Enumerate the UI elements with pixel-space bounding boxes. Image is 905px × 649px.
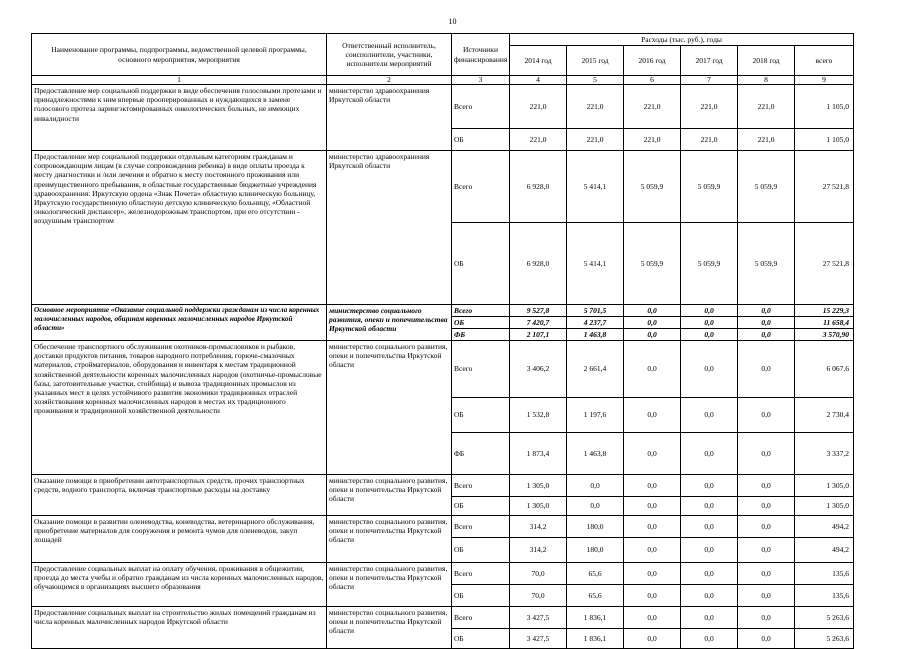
funding-source: ФБ	[452, 329, 510, 341]
page-number: 10	[448, 17, 457, 26]
year-value: 1 463,8	[567, 433, 624, 475]
year-value: 0,0	[624, 341, 681, 398]
funding-source: ОБ	[452, 223, 510, 305]
table-row	[32, 607, 854, 629]
column-header-responsible: Ответственный исполнитель, соисполнители, участники, исполнители мероприятий	[327, 34, 452, 76]
year-value: 65,6	[567, 585, 624, 607]
total-value: 1 305,0	[795, 497, 854, 516]
year-value: 221,0	[681, 129, 738, 151]
funding-source: ОБ	[452, 497, 510, 516]
year-value: 5 414,1	[567, 223, 624, 305]
year-value: 7 420,7	[510, 317, 567, 329]
year-value: 0,0	[738, 329, 795, 341]
total-value: 6 067,6	[795, 341, 854, 398]
responsible-executor: министерство здравоохранения Иркутской области	[327, 85, 452, 151]
year-value: 5 059,9	[624, 223, 681, 305]
column-number: 4	[510, 76, 567, 85]
column-number: 1	[32, 76, 327, 85]
year-value: 0,0	[681, 317, 738, 329]
table-row	[32, 151, 854, 223]
year-value: 6 928,0	[510, 151, 567, 223]
year-value: 0,0	[624, 563, 681, 585]
column-header-source: Источники финансирования	[452, 34, 510, 76]
year-value: 1 873,4	[510, 433, 567, 475]
column-header-total: всего	[795, 46, 854, 76]
year-value: 0,0	[567, 497, 624, 516]
table-row	[32, 305, 854, 317]
funding-source: Всего	[452, 85, 510, 129]
responsible-executor: министерство социального развития, опеки и попечительства Иркутской области	[327, 563, 452, 607]
year-value: 0,0	[738, 607, 795, 629]
year-value: 0,0	[738, 475, 795, 497]
column-header-year: 2014 год	[510, 46, 567, 76]
funding-source: Всего	[452, 516, 510, 538]
total-value: 27 521,8	[795, 223, 854, 305]
column-header-year: 2018 год	[738, 46, 795, 76]
column-header-year: 2016 год	[624, 46, 681, 76]
funding-source: ОБ	[452, 585, 510, 607]
column-header-name: Наименование программы, подпрограммы, ведомственной целевой программы, основного мероприятия, мероприятия	[32, 34, 327, 76]
column-number: 8	[738, 76, 795, 85]
total-value: 3 337,2	[795, 433, 854, 475]
year-value: 221,0	[567, 85, 624, 129]
total-value: 1 105,0	[795, 85, 854, 129]
year-value: 0,0	[681, 563, 738, 585]
year-value: 0,0	[624, 629, 681, 649]
year-value: 6 928,0	[510, 223, 567, 305]
year-value: 5 059,9	[738, 151, 795, 223]
year-value: 221,0	[510, 85, 567, 129]
year-value: 1 197,6	[567, 398, 624, 433]
total-value: 15 229,3	[795, 305, 854, 317]
year-value: 0,0	[738, 538, 795, 563]
year-value: 0,0	[681, 629, 738, 649]
year-value: 0,0	[738, 433, 795, 475]
year-value: 1 836,1	[567, 607, 624, 629]
responsible-executor: министерство социального развития, опеки и попечительства Иркутской области	[327, 516, 452, 563]
responsible-executor: министерство здравоохранения Иркутской области	[327, 151, 452, 305]
year-value: 1 532,8	[510, 398, 567, 433]
year-value: 0,0	[624, 329, 681, 341]
year-value: 0,0	[681, 538, 738, 563]
column-number: 9	[795, 76, 854, 85]
total-value: 135,6	[795, 585, 854, 607]
responsible-executor: министерство социального развития, опеки и попечительства Иркутской области	[327, 341, 452, 475]
total-value: 1 305,0	[795, 475, 854, 497]
year-value: 0,0	[738, 341, 795, 398]
table-row	[32, 563, 854, 585]
year-value: 0,0	[681, 497, 738, 516]
column-number: 5	[567, 76, 624, 85]
year-value: 2 107,1	[510, 329, 567, 341]
year-value: 0,0	[738, 629, 795, 649]
year-value: 1 305,0	[510, 475, 567, 497]
year-value: 0,0	[738, 563, 795, 585]
column-number: 7	[681, 76, 738, 85]
column-number: 6	[624, 76, 681, 85]
total-value: 494,2	[795, 516, 854, 538]
funding-source: ОБ	[452, 538, 510, 563]
year-value: 3 427,5	[510, 629, 567, 649]
total-value: 11 658,4	[795, 317, 854, 329]
measure-name: Предоставление мер социальной поддержки отдельным категориям гражданам и сопровождающим лицам (в случае сопровождения ребенка) в виде оплаты проезда к месту диагностики и /или лечения и обратно к месту постоянного проживания или преимущественного пребывания, в областные государственные бюджетные учреждения здравоохранения: Иркутскую ордена «Знак Почета» областную клиническую больницу, Иркутскую государственную областную детскую клиническую больницу, «Областной онкологический диспансер», железнодорожным транспортом, при его отсутствии - воздушным транспортом	[32, 151, 327, 305]
measure-name: Оказание помощи в приобретении автотранспортных средств, прочих транспортных средств, водного транспорта, включая транспортные расходы на доставку	[32, 475, 327, 516]
year-value: 4 237,7	[567, 317, 624, 329]
measure-name: Предоставление мер социальной поддержки в виде обеспечения голосовыми протезами и принадлежностями к ним впервые прооперированных и нуждающихся в замене голосового протеза ларингэктомированных онкологических больных, не имеющих инвалидности	[32, 85, 327, 151]
year-value: 221,0	[738, 129, 795, 151]
year-value: 3 427,5	[510, 607, 567, 629]
year-value: 5 059,9	[624, 151, 681, 223]
funding-source: Всего	[452, 341, 510, 398]
total-value: 5 263,6	[795, 629, 854, 649]
table-row	[32, 516, 854, 538]
year-value: 5 059,9	[681, 223, 738, 305]
year-value: 0,0	[738, 317, 795, 329]
funding-source: ОБ	[452, 398, 510, 433]
year-value: 1 836,1	[567, 629, 624, 649]
year-value: 0,0	[624, 516, 681, 538]
measure-name: Предоставление социальных выплат на строительство жилых помещений гражданам из числа коренных малочисленных народов Иркутской области	[32, 607, 327, 649]
year-value: 0,0	[738, 398, 795, 433]
funding-source: ОБ	[452, 317, 510, 329]
year-value: 5 414,1	[567, 151, 624, 223]
funding-source: ОБ	[452, 629, 510, 649]
funding-source: Всего	[452, 305, 510, 317]
year-value: 0,0	[624, 475, 681, 497]
year-value: 9 527,8	[510, 305, 567, 317]
year-value: 70,0	[510, 585, 567, 607]
year-value: 0,0	[624, 305, 681, 317]
table-row	[32, 85, 854, 129]
funding-source: ОБ	[452, 129, 510, 151]
year-value: 0,0	[738, 516, 795, 538]
column-header-expenses: Расходы (тыс. руб.), годы	[510, 34, 854, 46]
total-value: 3 570,90	[795, 329, 854, 341]
year-value: 221,0	[738, 85, 795, 129]
year-value: 221,0	[624, 85, 681, 129]
year-value: 0,0	[738, 305, 795, 317]
column-number: 2	[327, 76, 452, 85]
measure-name: Обеспечение транспортного обслуживания охотников-промысловиков и рыбаков, доставки продуктов питания, товаров народного потребления, горюче-смазочных материалов, стройматериалов, оборудования и инвентаря к местам традиционной хозяйственной деятельности коренных малочисленных народов (охотничье-промысловые базы, заготовительные участки, стойбища) и вывоза традиционных промыслов из указанных мест в целях устойчивого развития экономики традиционных отраслей хозяйствования коренных малочисленных народов в местах их традиционного проживания и традиционной хозяйственной деятельности	[32, 341, 327, 475]
year-value: 0,0	[624, 497, 681, 516]
year-value: 2 661,4	[567, 341, 624, 398]
funding-source: ФБ	[452, 433, 510, 475]
year-value: 0,0	[681, 398, 738, 433]
column-header-year: 2017 год	[681, 46, 738, 76]
total-value: 135,6	[795, 563, 854, 585]
year-value: 180,0	[567, 516, 624, 538]
column-number-row	[32, 76, 854, 85]
year-value: 221,0	[567, 129, 624, 151]
year-value: 0,0	[738, 497, 795, 516]
table-row	[32, 341, 854, 398]
column-header-year: 2015 год	[567, 46, 624, 76]
measure-name: Предоставление социальных выплат на оплату обучения, проживания в общежитии, проезда до места учебы и обратно гражданам из числа коренных малочисленных народов, обучающимся в организациях высшего образования	[32, 563, 327, 607]
responsible-executor: министерство социального развития, опеки и попечительства Иркутской области	[327, 475, 452, 516]
total-value: 1 105,0	[795, 129, 854, 151]
column-number: 3	[452, 76, 510, 85]
year-value: 0,0	[738, 585, 795, 607]
funding-source: Всего	[452, 563, 510, 585]
total-value: 27 521,8	[795, 151, 854, 223]
year-value: 0,0	[567, 475, 624, 497]
year-value: 0,0	[624, 317, 681, 329]
year-value: 0,0	[624, 585, 681, 607]
year-value: 0,0	[681, 516, 738, 538]
year-value: 221,0	[510, 129, 567, 151]
total-value: 5 263,6	[795, 607, 854, 629]
measure-name: Основное мероприятие «Оказание социальной поддержки гражданам из числа коренных малочисленных народов, общинам коренных малочисленных народов Иркутской области»	[32, 305, 327, 341]
year-value: 314,2	[510, 516, 567, 538]
year-value: 0,0	[681, 475, 738, 497]
funding-source: Всего	[452, 475, 510, 497]
measure-name: Оказание помощи в развитии оленеводства, коневодства, ветеринарного обслуживания, приобретение материалов для сооружения и ремонта чумов для оленеводов, закуп лошадей	[32, 516, 327, 563]
year-value: 0,0	[681, 329, 738, 341]
year-value: 0,0	[681, 585, 738, 607]
year-value: 3 406,2	[510, 341, 567, 398]
year-value: 0,0	[681, 433, 738, 475]
year-value: 1 463,8	[567, 329, 624, 341]
expenses-table	[31, 33, 854, 649]
responsible-executor: министерство социального развития, опеки и попечительства Иркутской области	[327, 305, 452, 341]
year-value: 5 701,5	[567, 305, 624, 317]
total-value: 2 730,4	[795, 398, 854, 433]
table-row	[32, 475, 854, 497]
funding-source: Всего	[452, 151, 510, 223]
funding-source: Всего	[452, 607, 510, 629]
year-value: 221,0	[681, 85, 738, 129]
year-value: 314,2	[510, 538, 567, 563]
year-value: 0,0	[624, 433, 681, 475]
year-value: 5 059,9	[738, 223, 795, 305]
total-value: 494,2	[795, 538, 854, 563]
year-value: 221,0	[624, 129, 681, 151]
year-value: 180,0	[567, 538, 624, 563]
year-value: 0,0	[624, 607, 681, 629]
year-value: 1 305,0	[510, 497, 567, 516]
year-value: 0,0	[681, 305, 738, 317]
year-value: 0,0	[624, 398, 681, 433]
year-value: 70,0	[510, 563, 567, 585]
year-value: 0,0	[681, 341, 738, 398]
year-value: 0,0	[624, 538, 681, 563]
responsible-executor: министерство социального развития, опеки и попечительства Иркутской области	[327, 607, 452, 649]
year-value: 5 059,9	[681, 151, 738, 223]
year-value: 0,0	[681, 607, 738, 629]
year-value: 65,6	[567, 563, 624, 585]
